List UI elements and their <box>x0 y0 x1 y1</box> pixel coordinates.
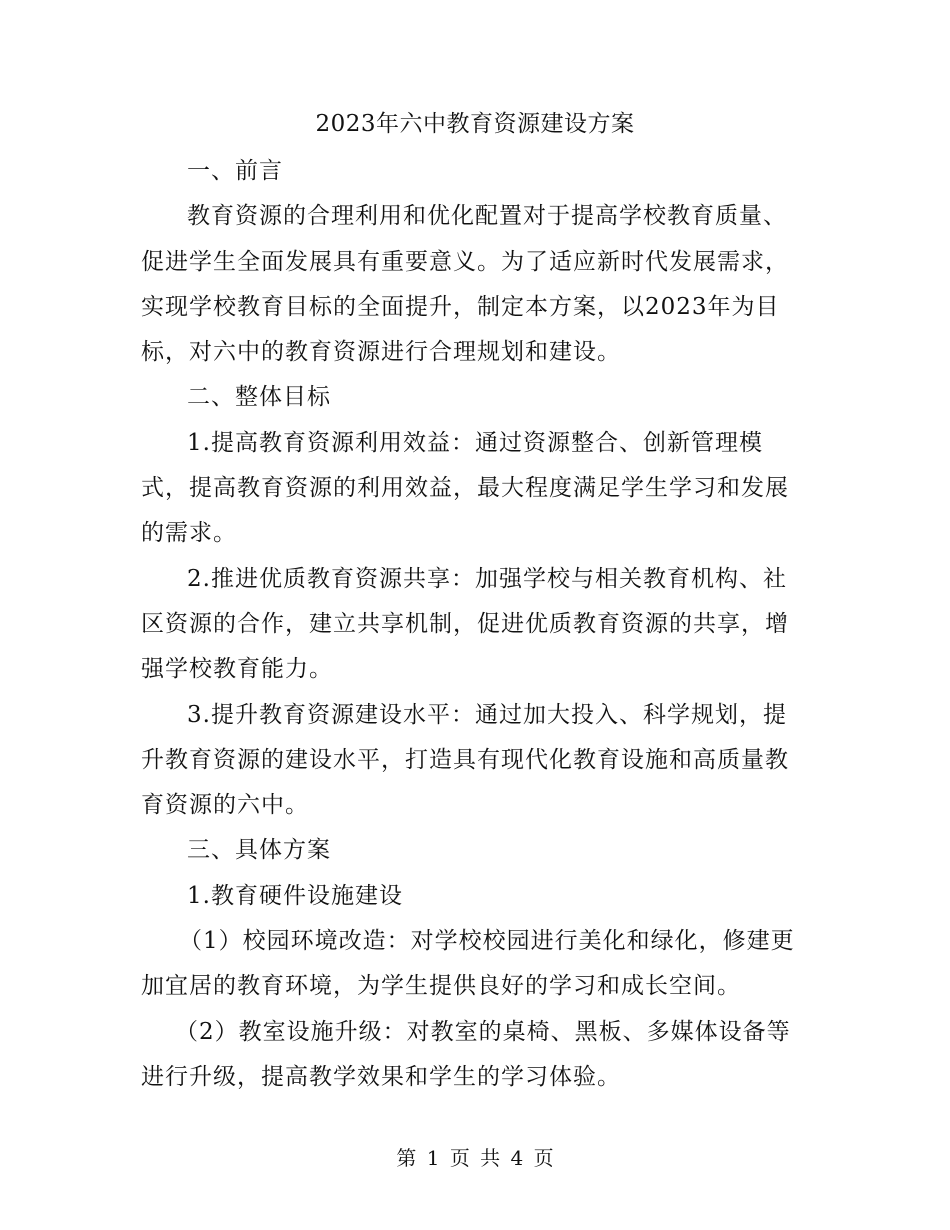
document-title: 2023年六中教育资源建设方案 <box>315 111 635 137</box>
goal-item-1: 1.提高教育资源利用效益：通过资源整合、创新管理模式，提高教育资源的利用效益，最大程度满足学生学习和发展的需求。 <box>141 429 789 547</box>
page-footer: 第 1 页 共 4 页 <box>396 1146 554 1170</box>
document-body <box>141 149 809 1100</box>
section-heading-specific-plan: 三、具体方案 <box>187 837 331 864</box>
hardware-item-1: （1）校园环境改造：对学校校园进行美化和绿化，修建更加宜居的教育环境，为学生提供良好的学习和成长空间。 <box>141 928 795 1000</box>
preface-paragraph: 教育资源的合理利用和优化配置对于提高学校教育质量、促进学生全面发展具有重要意义。为了适应新时代发展需求，实现学校教育目标的全面提升，制定本方案，以2023年为目标，对六中的教育资源进行合理规划和建设。 <box>141 203 789 366</box>
goal-item-2: 2.推进优质教育资源共享：加强学校与相关教育机构、社区资源的合作，建立共享机制，促进优质教育资源的共享，增强学校教育能力。 <box>141 565 789 683</box>
subsection-heading-hardware: 1.教育硬件设施建设 <box>187 882 403 909</box>
hardware-item-2: （2）教室设施升级：对教室的桌椅、黑板、多媒体设备等进行升级，提高教学效果和学生的学习体验。 <box>141 1018 791 1090</box>
section-heading-overall-goals: 二、整体目标 <box>187 384 331 411</box>
section-heading-preface: 一、前言 <box>187 158 283 184</box>
goal-item-3: 3.提升教育资源建设水平：通过加大投入、科学规划，提升教育资源的建设水平，打造具有现代化教育设施和高质量教育资源的六中。 <box>141 701 789 819</box>
